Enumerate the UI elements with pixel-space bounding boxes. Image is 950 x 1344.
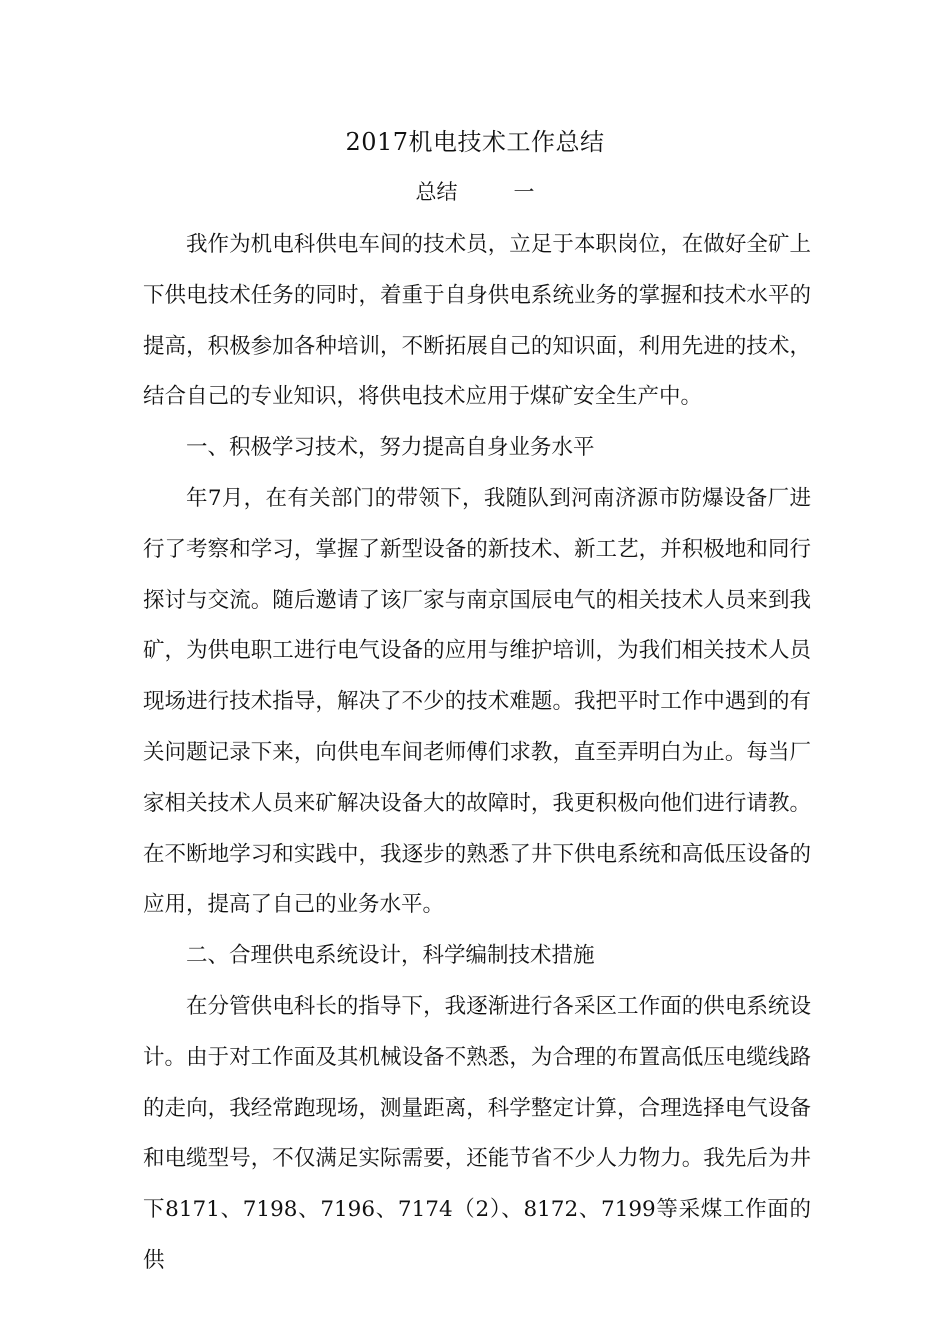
paragraph-section-2: 在分管供电科长的指导下，我逐渐进行各采区工作面的供电系统设计。由于对工作面及其机械设备不熟悉，为合理的布置高低压电缆线路的走向，我经常跑现场，测量距离，科学整定计算，合理选择电气设备和电缆型号，不仅满足实际需要，还能节省不少人力物力。我先后为井下8171、7198、7196、7174（2）、8172、7199等采煤工作面的供: [143, 993, 811, 1273]
document-subtitle: [0, 174, 950, 210]
paragraph-section-1: 年7月，在有关部门的带领下，我随队到河南济源市防爆设备厂进行了考察和学习，掌握了新型设备的新技术、新工艺，并积极地和同行探讨与交流。随后邀请了该厂家与南京国辰电气的相关技术人员来到我矿，为供电职工进行电气设备的应用与维护培训，为我们相关技术人员现场进行技术指导，解决了不少的技术难题。我把平时工作中遇到的有关问题记录下来，向供电车间老师傅们求教，直至弄明白为止。每当厂家相关技术人员来矿解决设备大的故障时，我更积极向他们进行请教。在不断地学习和实践中，我逐步的熟悉了井下供电系统和高低压设备的应用，提高了自己的业务水平。: [143, 485, 811, 918]
subtitle-number: 一: [513, 180, 535, 204]
subtitle-label: 总结: [415, 180, 458, 204]
document-body: [143, 220, 811, 1287]
section-heading-1: 一、积极学习技术，努力提高自身业务水平: [186, 435, 595, 461]
section-heading-2: 二、合理供电系统设计，科学编制技术措施: [186, 943, 595, 969]
document-title: 2017机电技术工作总结: [345, 128, 605, 156]
paragraph-intro: 我作为机电科供电车间的技术员，立足于本职岗位，在做好全矿上下供电技术任务的同时，着重于自身供电系统业务的掌握和技术水平的提高，积极参加各种培训，不断拓展自己的知识面，利用先进的技术，结合自己的专业知识，将供电技术应用于煤矿安全生产中。: [143, 232, 811, 410]
